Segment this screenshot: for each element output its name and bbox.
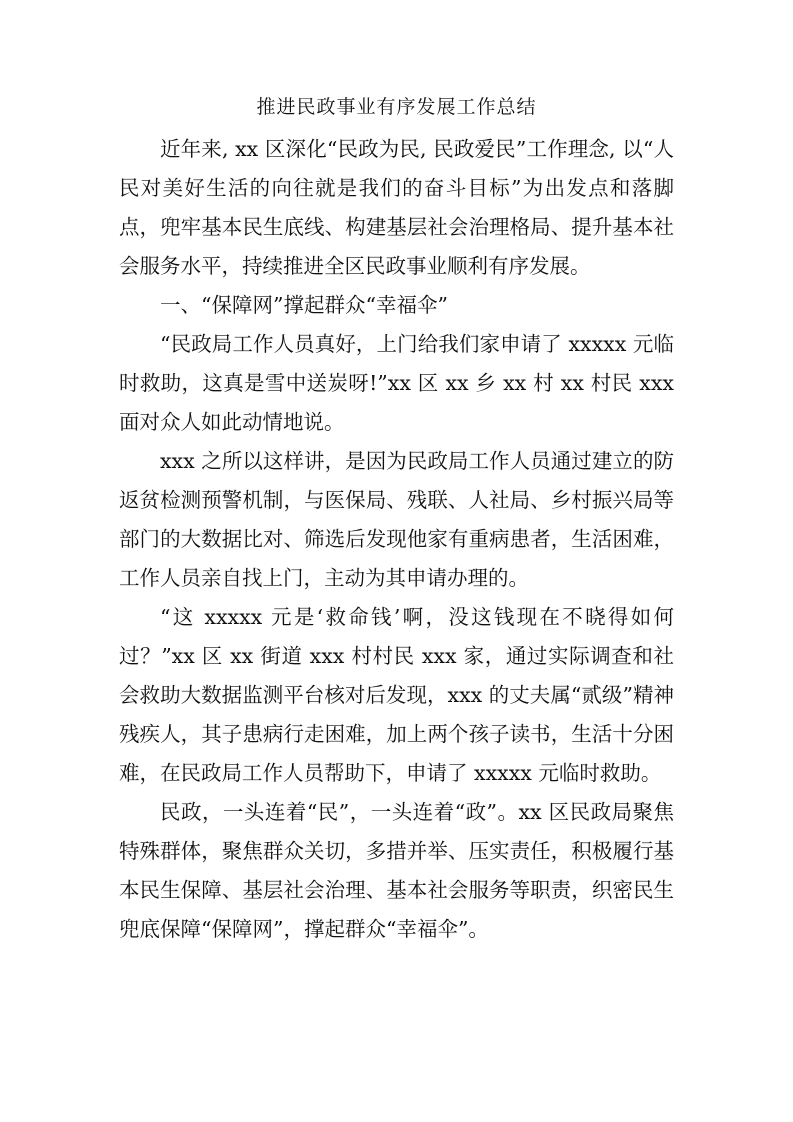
paragraph-quote-2: “这 xxxxx 元是‘救命钱’啊，没这钱现在不晓得如何过？”xx 区 xx 街道 xxx 村村民 xxx 家，通过实际调查和社会救助大数据监测平台核对后发现，xxx 的丈夫属“贰级”精神残疾人，其子患病行走困难，加上两个孩子读书，生活十分困难，在民政局工作人员帮助下，申请了 xxxxx 元临时救助。 [119,605,674,785]
document-title: 推进民政事业有序发展工作总结 [256,96,537,118]
paragraph-explanation: xxx 之所以这样讲，是因为民政局工作人员通过建立的防返贫检测预警机制，与医保局、残联、人社局、乡村振兴局等部门的大数据比对、筛选后发现他家有重病患者，生活困难，工作人员亲自找上门，主动为其申请办理的。 [119,449,674,590]
paragraph-quote-1: “民政局工作人员真好，上门给我们家申请了 xxxxx 元临时救助，这真是雪中送炭呀!”xx 区 xx 乡 xx 村 xx 村民 xxx 面对众人如此动情地说。 [119,332,674,434]
section-heading-1: 一、“保障网”撑起群众“幸福伞” [160,293,448,317]
paragraph-intro: 近年来, xx 区深化“民政为民, 民政爱民”工作理念, 以“人民对美好生活的向往就是我们的奋斗目标”为出发点和落脚点，兜牢基本民生底线、构建基层社会治理格局、提升基本社会服务水平，持续推进全区民政事业顺利有序发展。 [119,137,674,278]
paragraph-summary: 民政，一头连着“民”，一头连着“政”。xx 区民政局聚焦特殊群体，聚焦群众关切，多措并举、压实责任，积极履行基本民生保障、基层社会治理、基本社会服务等职责，织密民生兜底保障“保障网”，撑起群众“幸福伞”。 [119,800,674,941]
